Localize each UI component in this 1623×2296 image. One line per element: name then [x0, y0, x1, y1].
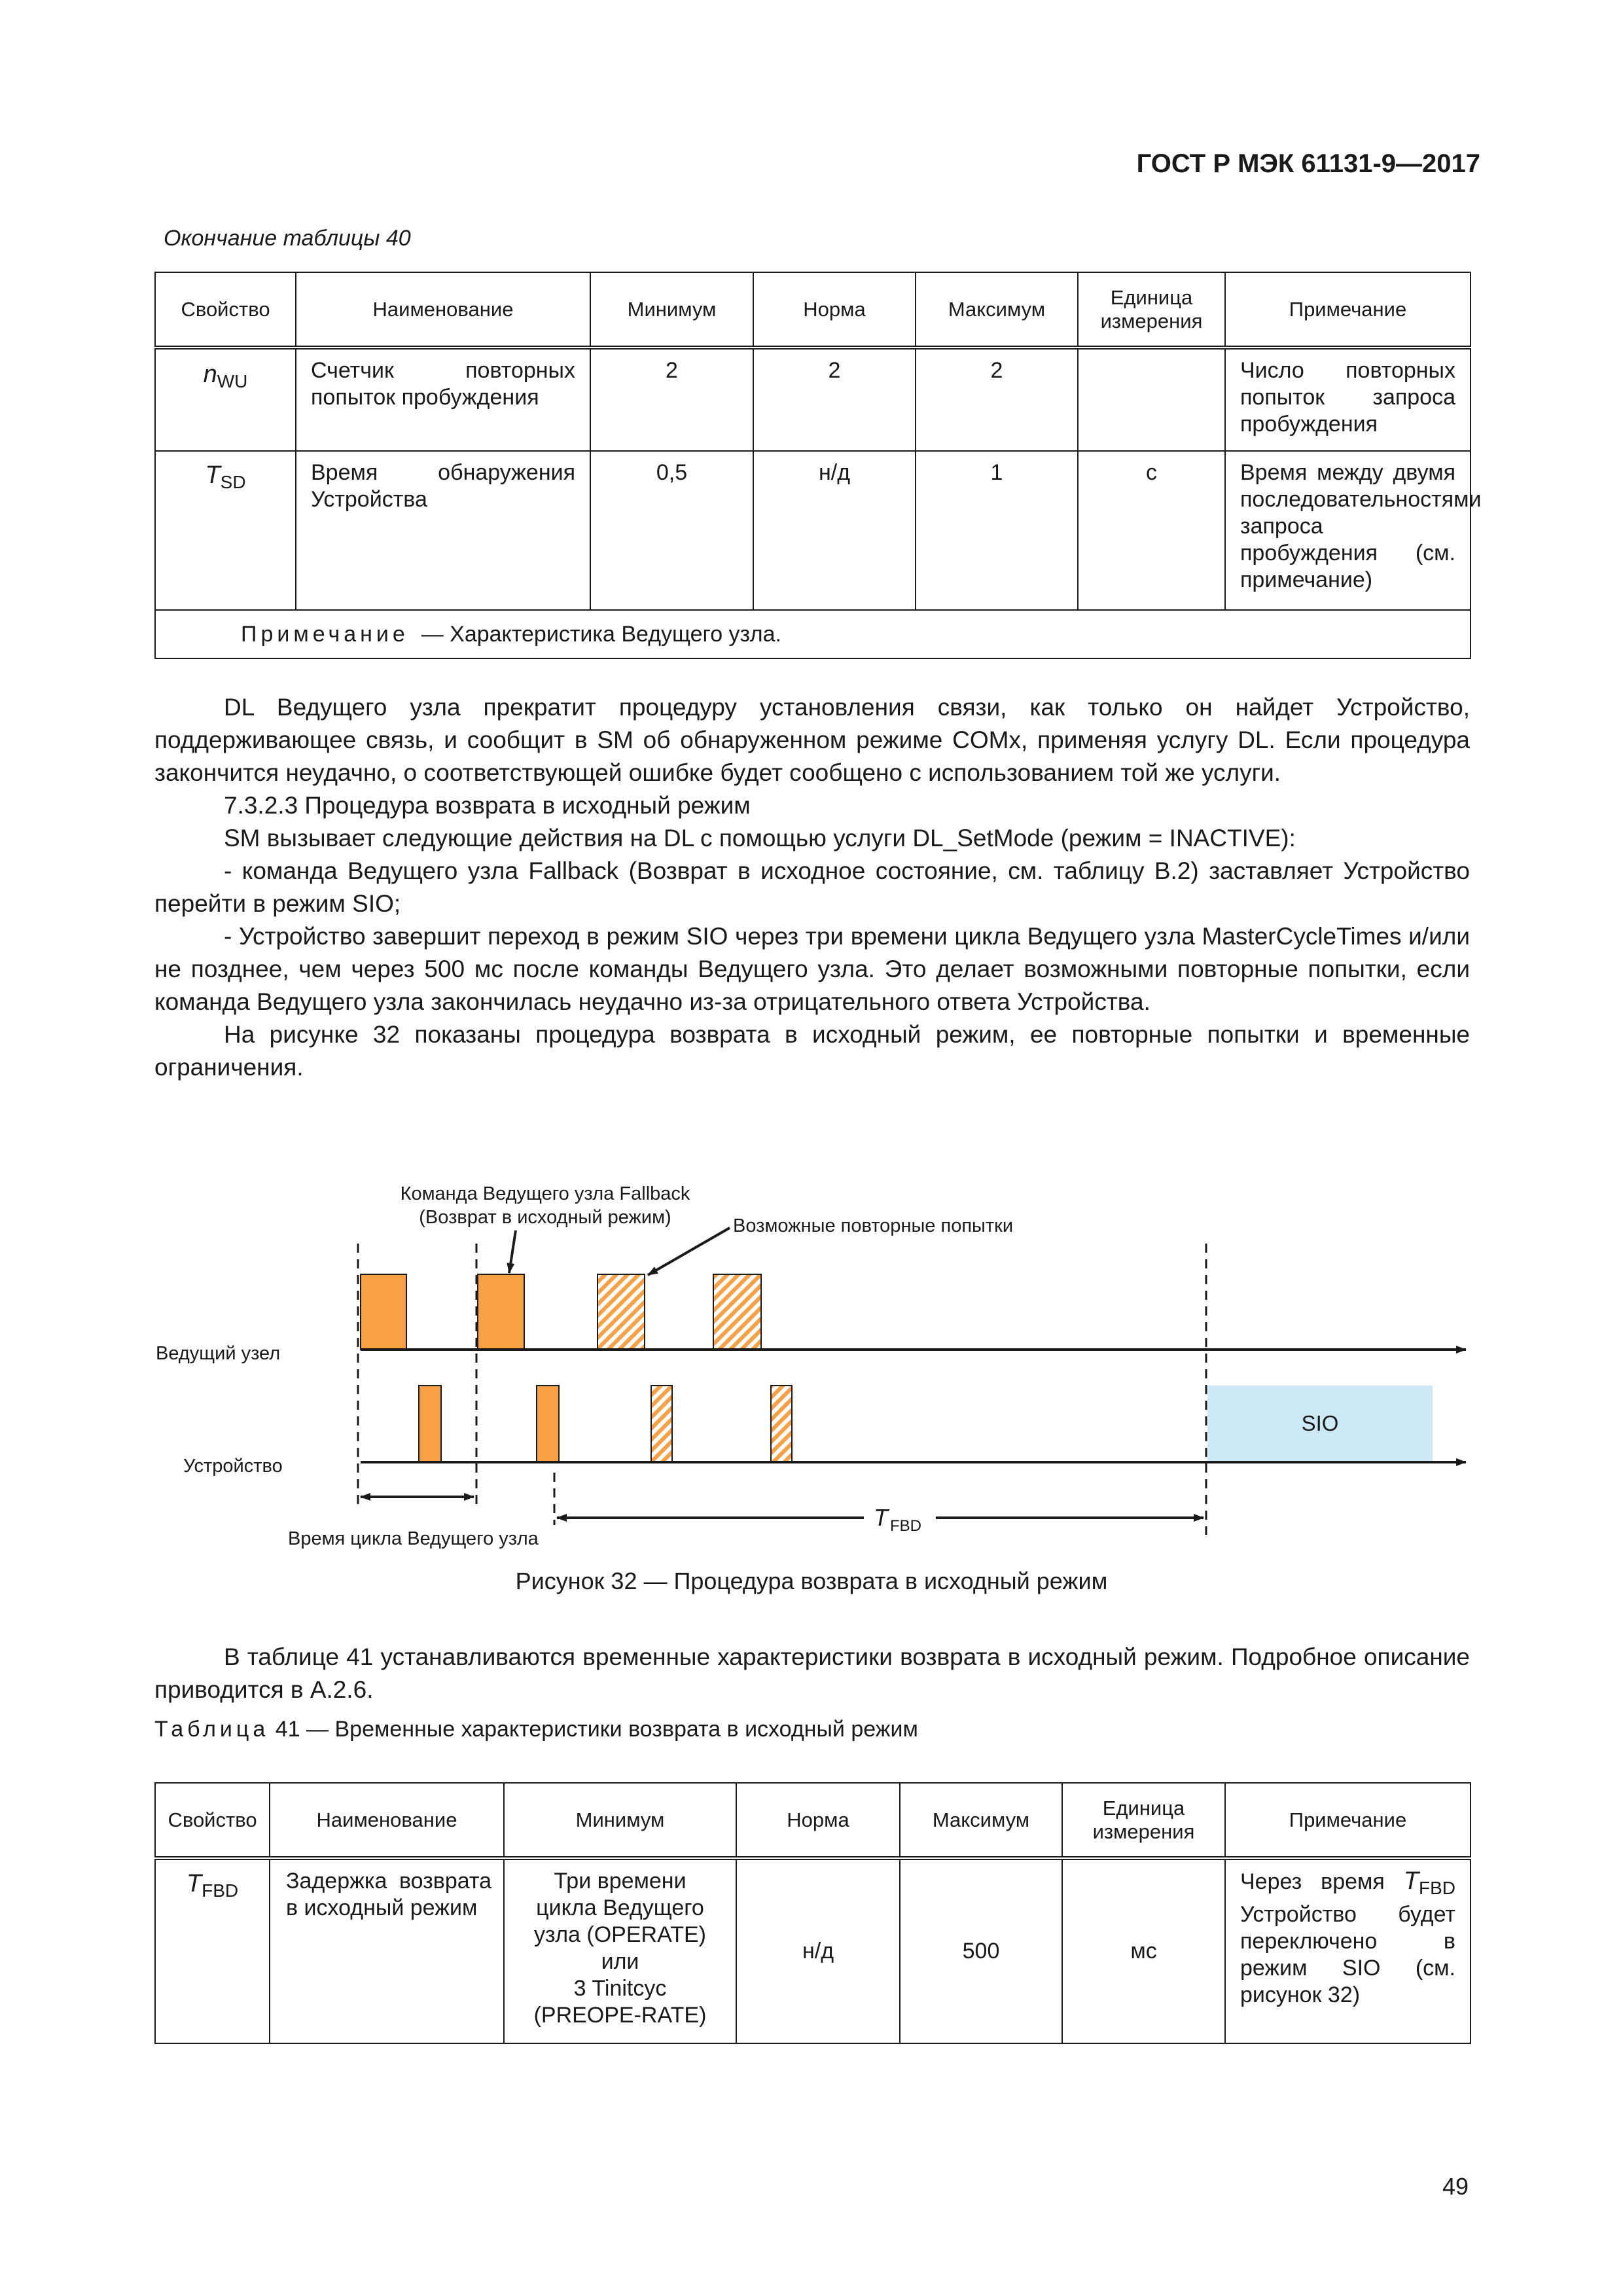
col-header: Максимум	[916, 272, 1078, 348]
col-header: Наименование	[270, 1783, 504, 1858]
table-41	[154, 1782, 1471, 2044]
cycle-time-label: Время цикла Ведущего узла	[288, 1528, 539, 1549]
retry-arrow	[648, 1228, 730, 1275]
fallback-arrow	[509, 1230, 516, 1273]
symbol: $T_{SD}$	[205, 461, 246, 492]
device-retry-pulse	[651, 1386, 672, 1462]
device-retry-pulse	[771, 1386, 792, 1462]
master-pulse	[361, 1274, 406, 1350]
fallback-command-label-2: (Возврат в исходный режим)	[419, 1207, 671, 1228]
cell-name: Счетчик повторных попыток пробуждения	[296, 348, 590, 451]
symbol: $n_{WU}$	[203, 361, 248, 391]
cell-norm: н/д	[753, 451, 916, 610]
retries-label: Возможные повторные попытки	[733, 1215, 1014, 1236]
paragraph: SM вызывает следующие действия на DL с помощью услуги DL_SetMode (режим = INACTIVE):	[224, 825, 1296, 852]
cell-max: 1	[916, 451, 1078, 610]
cell-max: 2	[916, 348, 1078, 451]
table-note: Примечание — Характеристика Ведущего узла.	[155, 610, 1471, 658]
table-41-caption: Таблица 41 — Временные характеристики возврата в исходный режим	[154, 1717, 918, 1742]
col-header: Примечание	[1225, 1783, 1471, 1858]
col-header: Единица измерения	[1062, 1783, 1225, 1858]
cell-min: 2	[590, 348, 753, 451]
paragraph: На рисунке 32 показаны процедура возврата в исходный режим, ее повторные попытки и временные ограничения.	[154, 1021, 1470, 1081]
cell-min: 0,5	[590, 451, 753, 610]
list-item: - Устройство завершит переход в режим SIO через три времени цикла Ведущего узла MasterCycleTimes и/или не позднее, чем через 500 мс после команды Ведущего узла. Это делает возможными повторные попытки, если команда Ведущего узла закончилась неудачно из-за отрицательного ответа Устройства.	[154, 923, 1470, 1015]
tfbd-subscript: FBD	[890, 1517, 921, 1535]
page-number: 49	[1442, 2173, 1469, 2200]
cell-norm: н/д	[736, 1858, 900, 2043]
cell-note: Через время $T_{FBD}$ Устройство будет переключено в режим SIO (см. рисунок 32)	[1225, 1858, 1471, 2043]
cell-note: Время между двумя последовательностями запроса пробуждения (см. примечание)	[1225, 451, 1471, 610]
master-retry-pulse	[713, 1274, 761, 1350]
figure-caption: Рисунок 32 — Процедура возврата в исходный режим	[515, 1568, 1108, 1594]
cell-name: Задержка возврата в исходный режим	[270, 1858, 504, 2043]
section-heading: 7.3.2.3 Процедура возврата в исходный режим	[224, 792, 751, 819]
paragraph: В таблице 41 устанавливаются временные характеристики возврата в исходный режим. Подробное описание приводится в А.2.6.	[154, 1643, 1470, 1703]
col-header: Свойство	[155, 272, 296, 348]
col-header: Максимум	[900, 1783, 1062, 1858]
col-header: Минимум	[504, 1783, 736, 1858]
device-axis-label: Устройство	[183, 1456, 283, 1477]
device-pulse	[419, 1386, 441, 1462]
sio-label: SIO	[1301, 1411, 1339, 1435]
document-header: ГОСТ Р МЭК 61131-9—2017	[1136, 149, 1480, 178]
cell-name: Время обнаружения Устройства	[296, 451, 590, 610]
table-header-row	[155, 1783, 1471, 1858]
cell-note: Число повторных попыток запроса пробуждения	[1225, 348, 1471, 451]
list-item: - команда Ведущего узла Fallback (Возврат в исходное состояние, см. таблицу В.2) заставляет Устройство перейти в режим SIO;	[154, 857, 1470, 917]
col-header: Единица измерения	[1078, 272, 1225, 348]
symbol: $T_{FBD}$	[186, 1870, 239, 1901]
device-pulse	[537, 1386, 559, 1462]
cell-max: 500	[900, 1858, 1062, 2043]
col-header: Норма	[736, 1783, 900, 1858]
col-header: Наименование	[296, 272, 590, 348]
tfbd-symbol: T	[874, 1504, 888, 1531]
cell-unit: мс	[1062, 1858, 1225, 2043]
col-header: Минимум	[590, 272, 753, 348]
table-continuation-caption: Окончание таблицы 40	[164, 226, 411, 251]
cell-norm: 2	[753, 348, 916, 451]
cell-unit: с	[1078, 451, 1225, 610]
paragraph: DL Ведущего узла прекратит процедуру установления связи, как только он найдет Устройство, поддерживающее связь, и сообщит в SM об обнаруженном режиме COMx, применяя услугу DL. Если процедура закончится неудачно, о соответствующей ошибке будет сообщено с использованием той же услуги.	[154, 694, 1470, 786]
col-header: Свойство	[155, 1783, 270, 1858]
fallback-command-label: Команда Ведущего узла Fallback	[400, 1183, 690, 1204]
master-axis-label: Ведущий узел	[156, 1343, 281, 1364]
col-header: Примечание	[1225, 272, 1471, 348]
col-header: Норма	[753, 272, 916, 348]
body-text-2	[154, 1641, 1470, 1706]
master-retry-pulse	[597, 1274, 645, 1350]
cell-min: Три времени цикла Ведущего узла (OPERATE) или 3 Tinitcyc (PREOPE-RATE)	[504, 1858, 736, 2043]
table-row	[155, 1858, 1471, 2043]
master-pulse	[478, 1274, 524, 1350]
